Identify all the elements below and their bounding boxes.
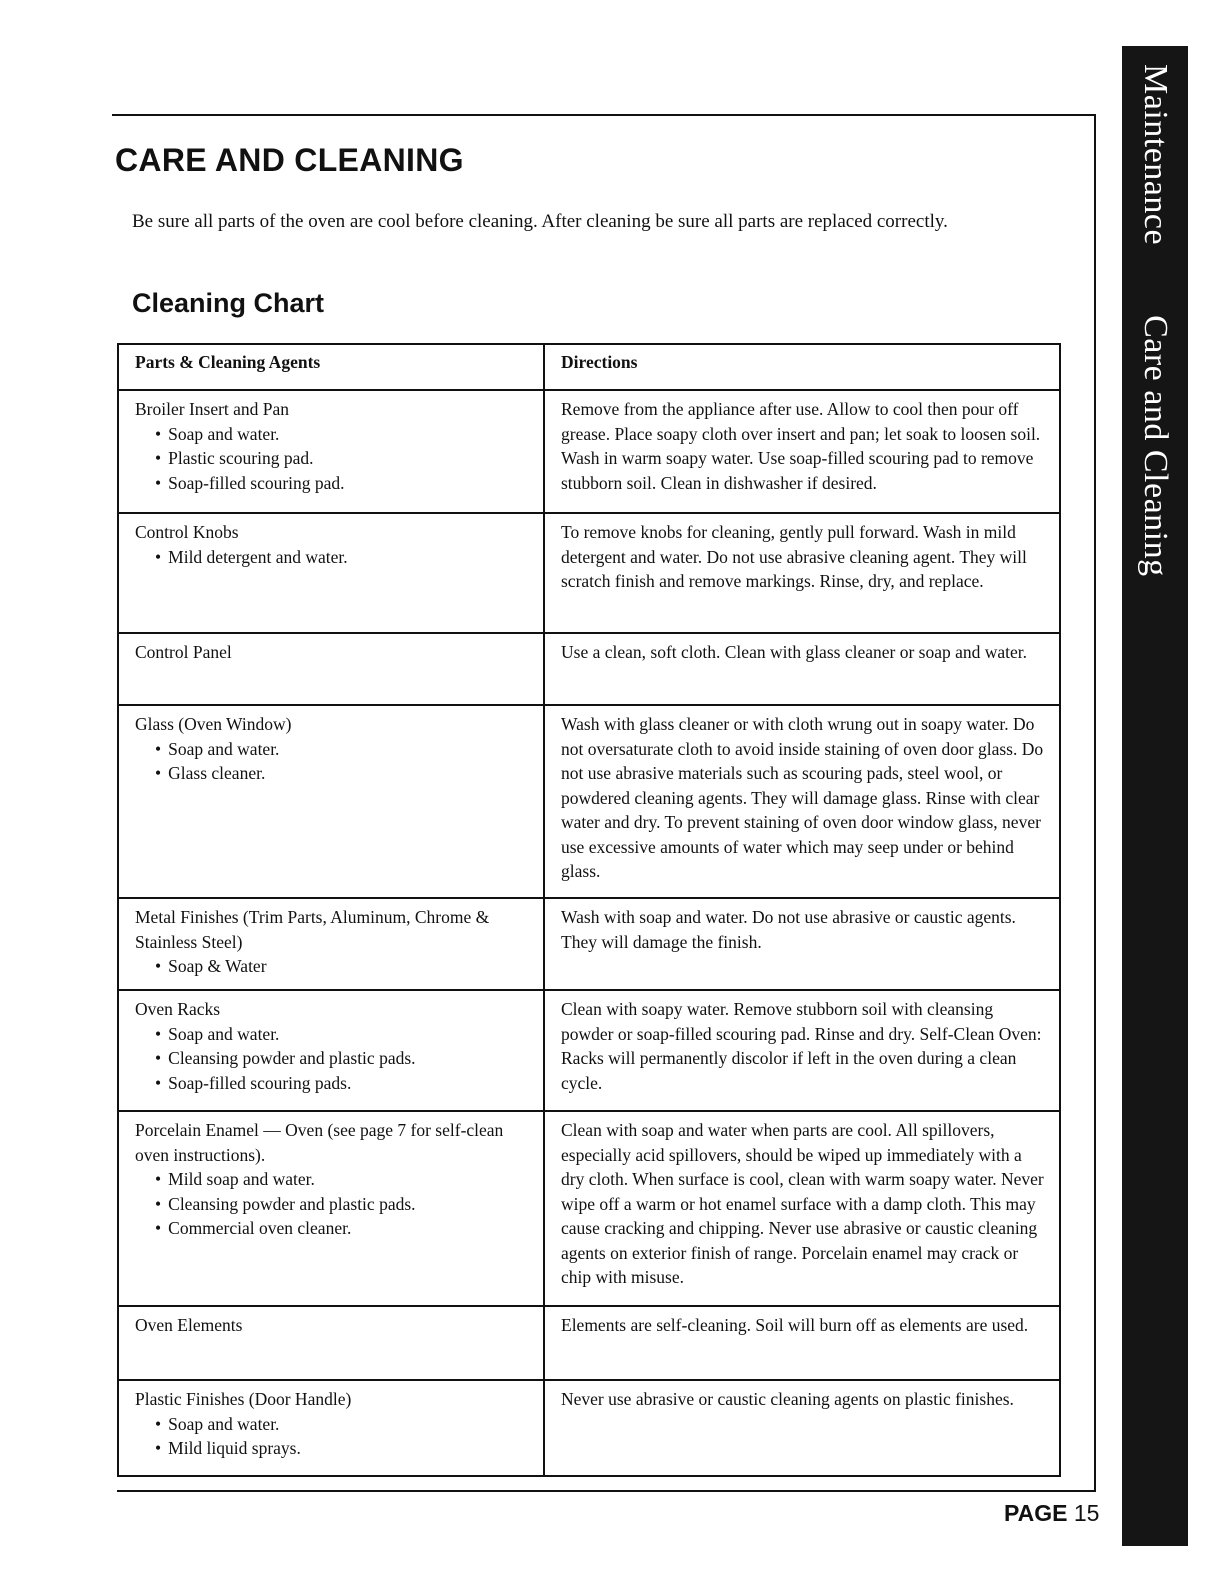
part-cell xyxy=(118,633,544,705)
cleaning-agent: • Mild detergent and water. xyxy=(155,545,529,570)
part-cell xyxy=(118,1380,544,1476)
table-row xyxy=(118,1306,1060,1380)
part-cell xyxy=(118,513,544,633)
part-name: Broiler Insert and Pan xyxy=(135,399,290,419)
table-row xyxy=(118,513,1060,633)
page-title: CARE AND CLEANING xyxy=(115,142,464,178)
directions-cell: Clean with soap and water when parts are cool. All spillovers, especially acid spillovers, should be wiped up immediately with a dry cloth. When surface is cool, clean with warm soapy water. Never wipe off a warm or hot enamel surface with a damp cloth. This may cause cracking and chipping. Never use abrasive or caustic cleaning agents on exterior finish of range. Porcelain enamel may crack or chip with misuse. xyxy=(544,1111,1060,1306)
cleaning-agents-list xyxy=(135,1167,529,1241)
table-row xyxy=(118,633,1060,705)
directions-cell: Elements are self-cleaning. Soil will burn off as elements are used. xyxy=(544,1306,1060,1380)
directions-cell: Wash with soap and water. Do not use abrasive or caustic agents. They will damage the finish. xyxy=(544,898,1060,990)
cleaning-chart-table xyxy=(117,343,1061,1477)
cleaning-agent: • Mild soap and water. xyxy=(155,1167,529,1192)
sidebar-label xyxy=(1136,64,1174,577)
cleaning-agents-list xyxy=(135,545,529,570)
cleaning-agent: • Mild liquid sprays. xyxy=(155,1436,529,1461)
part-cell xyxy=(118,898,544,990)
cleaning-agent: • Soap and water. xyxy=(155,1022,529,1047)
table-row xyxy=(118,990,1060,1111)
cleaning-agent: • Plastic scouring pad. xyxy=(155,446,529,471)
chart-title: Cleaning Chart xyxy=(132,288,325,318)
part-cell xyxy=(118,1306,544,1380)
table-row xyxy=(118,1111,1060,1306)
cleaning-agent: • Soap-filled scouring pads. xyxy=(155,1071,529,1096)
directions-cell: Clean with soapy water. Remove stubborn soil with cleansing powder or soap-filled scouring pad. Rinse and dry. Self-Clean Oven: Racks will permanently discolor if left in the oven during a clean cycle. xyxy=(544,990,1060,1111)
cleaning-agents-list xyxy=(135,1022,529,1096)
sidebar-section: Maintenance xyxy=(1137,64,1174,246)
sidebar-subsection: Care and Cleaning xyxy=(1137,315,1174,577)
part-name: Control Knobs xyxy=(135,522,239,542)
part-name: Metal Finishes (Trim Parts, Aluminum, Chrome & Stainless Steel) xyxy=(135,907,490,952)
part-cell xyxy=(118,390,544,513)
page-label: PAGE xyxy=(1004,1500,1068,1526)
frame-bottom-rule xyxy=(117,1490,1096,1492)
cleaning-agent: • Soap & Water xyxy=(155,954,529,979)
header-parts: Parts & Cleaning Agents xyxy=(118,344,544,390)
table-header-row xyxy=(118,344,1060,390)
cleaning-agent: • Soap-filled scouring pad. xyxy=(155,471,529,496)
cleaning-agents-list xyxy=(135,737,529,786)
intro-paragraph: Be sure all parts of the oven are cool before cleaning. After cleaning be sure all parts are replaced correctly. xyxy=(132,211,948,232)
table-row xyxy=(118,705,1060,898)
part-name: Oven Elements xyxy=(135,1315,243,1335)
cleaning-agent: • Soap and water. xyxy=(155,737,529,762)
page-number xyxy=(1004,1500,1099,1527)
directions-cell: To remove knobs for cleaning, gently pull forward. Wash in mild detergent and water. Do not use abrasive cleaning agent. They will scratch finish and remove markings. Rinse, dry, and replace. xyxy=(544,513,1060,633)
directions-cell: Never use abrasive or caustic cleaning agents on plastic finishes. xyxy=(544,1380,1060,1476)
table-row xyxy=(118,1380,1060,1476)
cleaning-agent: • Cleansing powder and plastic pads. xyxy=(155,1192,529,1217)
table-row xyxy=(118,390,1060,513)
frame-top-rule xyxy=(112,114,1096,116)
cleaning-agents-list xyxy=(135,954,529,979)
part-cell xyxy=(118,1111,544,1306)
directions-cell: Use a clean, soft cloth. Clean with glass cleaner or soap and water. xyxy=(544,633,1060,705)
cleaning-agent: • Commercial oven cleaner. xyxy=(155,1216,529,1241)
part-name: Control Panel xyxy=(135,642,232,662)
cleaning-agent: • Glass cleaner. xyxy=(155,761,529,786)
part-name: Porcelain Enamel — Oven (see page 7 for self-clean oven instructions). xyxy=(135,1120,504,1165)
cleaning-agent: • Cleansing powder and plastic pads. xyxy=(155,1046,529,1071)
part-name: Glass (Oven Window) xyxy=(135,714,292,734)
cleaning-agent: • Soap and water. xyxy=(155,422,529,447)
table-row xyxy=(118,898,1060,990)
header-directions: Directions xyxy=(544,344,1060,390)
table-body xyxy=(118,390,1060,1476)
frame-right-rule xyxy=(1094,114,1096,1492)
part-name: Plastic Finishes (Door Handle) xyxy=(135,1389,352,1409)
directions-cell: Wash with glass cleaner or with cloth wrung out in soapy water. Do not oversaturate cloth to avoid inside staining of oven door glass. Do not use abrasive materials such as scouring pads, steel wool, or powdered cleaning agents. They will damage glass. Rinse with clear water and dry. To prevent staining of oven door window glass, never use excessive amounts of water which may seep under or behind glass. xyxy=(544,705,1060,898)
cleaning-agent: • Soap and water. xyxy=(155,1412,529,1437)
cleaning-agents-list xyxy=(135,422,529,496)
page-number-value: 15 xyxy=(1073,1500,1100,1526)
part-cell xyxy=(118,705,544,898)
part-cell xyxy=(118,990,544,1111)
directions-cell: Remove from the appliance after use. Allow to cool then pour off grease. Place soapy cloth over insert and pan; let soak to loosen soil. Wash in warm soapy water. Use soap-filled scouring pad to remove stubborn soil. Clean in dishwasher if desired. xyxy=(544,390,1060,513)
cleaning-agents-list xyxy=(135,1412,529,1461)
part-name: Oven Racks xyxy=(135,999,221,1019)
